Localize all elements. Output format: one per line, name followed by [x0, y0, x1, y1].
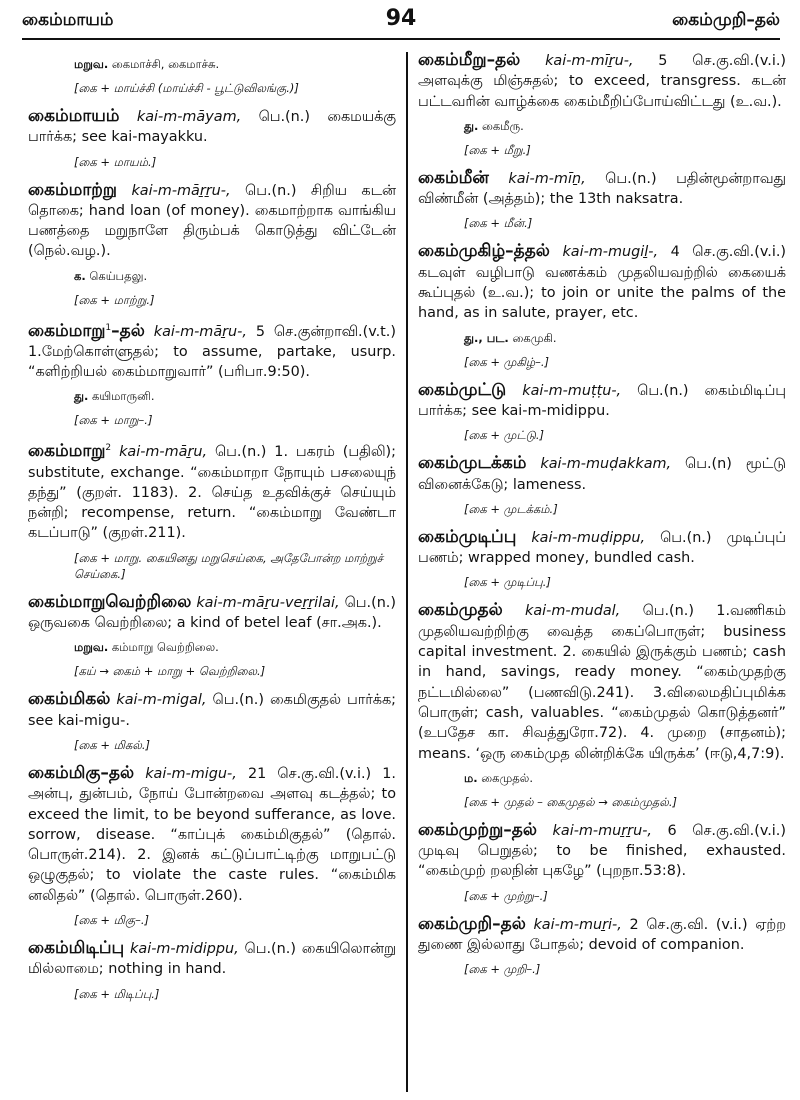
definition: பெ.(n.) கையிலொன்று மில்லாமை; nothing in hand. [28, 941, 397, 978]
definition: பெ.(n.) பதின்மூன்றாவது விண்மீன் (அத்தம்); the 13th naksatra. [418, 170, 786, 208]
transliteration: kai-m-muṟi-, [533, 916, 622, 933]
etymology-note: [கை + மாற்று.] [74, 292, 155, 307]
cognate-note [74, 639, 396, 655]
etymology-note: [கய் → கைம் + மாறு + வெற்றிலை.] [74, 664, 266, 679]
definition: 21 செ.கு.வி.(v.i.) 1. அன்பு, துன்பம், நோய் போன்றவை அளவு கடத்தல்; to exceed the limit, to be beyond sufferance, as love. sorrow, disease. “காப்புக் கைம்மிகுதல்” (தொல். பொருள்.214). 2. இனக் கட்டுப்பாட்டிற்கு மாறுபட்டு ஒழுகுதல்; to violate the caste rules. “கைம்மிக னலிதல்” (தொல். பொருள்.260). [28, 765, 397, 904]
etymology-note: [கை + முறி–.] [464, 962, 541, 977]
definition: பெ.(n.) 1.வணிகம் முதலியவற்றிற்கு வைத்த கைப்பொருள்; business capital investment. 2. கையில் இருக்கும் பணம்; cash in hand, savings, ready money. “கைம்முதற்கு நட்டமில்லை” (பணவிடு.241). 3.விலைமதிப்புமிக்க பொருள்; cash, valuables. “கைம்முதல் கொடுத்தனர்” (உபதேச கா. சிவத்துரோ.72). 4. முறை (சாதனம்); means. ‘ஒரு கைம்முத லின்றிக்கே யிருக்க’ (ஈடு,4,7:9). [418, 603, 786, 762]
transliteration: kai-m-muḍakkam, [540, 456, 672, 473]
definition: பெ.(n.) ஒருவகை வெற்றிலை; a kind of betel leaf (சா.அக.). [28, 594, 397, 632]
headword: கைம்மாறு [28, 320, 106, 341]
headword: கைம்முற்று–தல் [418, 819, 537, 840]
dictionary-entry [28, 763, 396, 906]
etymology-note: [கை + முட்டு.] [464, 428, 545, 443]
headword: கைம்மிகு–தல் [28, 762, 135, 783]
dictionary-entry [418, 527, 786, 569]
transliteration: kai-m-muṟṟu-, [552, 822, 652, 839]
transliteration: kai-m-mīṉ, [508, 170, 586, 187]
dictionary-entry [418, 820, 786, 882]
dictionary-entry [28, 318, 396, 383]
cognate-label: து. [74, 389, 89, 404]
etymology-note: [கை + முகிழ்–.] [464, 354, 550, 369]
dictionary-entry [418, 600, 786, 763]
dictionary-entry [418, 168, 786, 210]
definition: பெ.(n.) சிறிய கடன் தொகை; hand loan (of money). கைமாற்றாக வாங்கிய பணத்தை மறுநாளே திரும்பக் கொடுத்து விட்டேன் (நெல்.வழ.). [28, 182, 396, 260]
cognate-text: கைமுதல். [481, 770, 533, 785]
dictionary-entry [28, 180, 396, 262]
transliteration: kai-m-migu-, [145, 765, 237, 782]
definition: 5 செ.கு.வி.(v.i.) அளவுக்கு மிஞ்சுதல்; to exceed, transgress. கடன் பட்டவரின் வாழ்க்கை கைம்மீறிப்போய்விட்டது (உ.வ.). [418, 53, 787, 110]
dictionary-entry [418, 50, 786, 112]
transliteration: kai-m-migal, [116, 692, 207, 709]
headword: கைம்முகிழ்–த்தல் [418, 241, 550, 262]
definition: 2 செ.கு.வி. (v.i.) ஏற்ற துணை இல்லாது போதல்; devoid of companion. [418, 916, 786, 954]
cognate-note [74, 388, 396, 404]
cognate-note [464, 330, 786, 346]
headword: கைம்முடக்கம் [418, 453, 527, 474]
dictionary-entry [28, 689, 396, 731]
etymology-note: [கை + மாறு–.] [74, 413, 153, 428]
header-right-guide-word: கைம்முறி–தல் [672, 10, 780, 30]
headword-superscript: 1 [105, 322, 112, 333]
cognate-text: கயிமாருனி. [92, 389, 155, 404]
etymology-note: [கை + மிகல்.] [74, 737, 151, 752]
cognate-text: கெய்பதலு. [89, 268, 148, 283]
etymology-note: [கை + முற்று–.] [464, 888, 548, 903]
transliteration: kai-m-māṟṟu-, [131, 182, 231, 199]
headword-superscript: 2 [105, 443, 112, 454]
cognate-label: மறுவ. [74, 640, 109, 655]
dictionary-entry [418, 453, 786, 495]
dictionary-entry [418, 241, 786, 323]
transliteration: kai-m-māṟu, [119, 444, 208, 461]
dictionary-entry [28, 938, 396, 980]
cognate-note [74, 56, 396, 72]
left-column [28, 50, 396, 1012]
transliteration: kai-m-māyam, [136, 109, 242, 125]
etymology-note: [கை + மீன்.] [464, 216, 533, 231]
etymology-note: [கை + முடிப்பு.] [464, 575, 551, 590]
header-rule [22, 38, 780, 40]
headword: கைம்முடிப்பு [418, 526, 517, 547]
definition: பெ.(n) மூட்டு வினைக்கேடு; lameness. [418, 456, 786, 493]
cognate-label: து., பட. [464, 330, 509, 345]
right-column [418, 50, 786, 987]
headword: கைம்மிடிப்பு [28, 938, 125, 959]
transliteration: kai-m-muḍippu, [531, 529, 646, 546]
headword: கைம்முட்டு [418, 379, 507, 400]
etymology-note: [கை + மாயம்.] [74, 154, 157, 169]
cognate-note [464, 118, 786, 134]
header-left-guide-word: கைம்மாயம் [22, 10, 114, 30]
dictionary-entry [28, 106, 396, 148]
dictionary-entry [28, 438, 396, 543]
transliteration: kai-m-mīṟu-, [545, 53, 634, 69]
cognate-label: து. [464, 118, 479, 133]
etymology-note: [கை + முதல் – கைமுதல் → கைம்முதல்.] [464, 794, 677, 809]
cognate-label: ம. [464, 770, 478, 785]
dictionary-entry [418, 914, 786, 956]
etymology-note: [கை + முடக்கம்.] [464, 501, 558, 516]
page-number: 94 [385, 6, 417, 31]
etymology-note: [கை + மிடிப்பு.] [74, 986, 160, 1001]
headword: கைம்மாறு [28, 441, 106, 462]
etymology-note: [கை + மாறு. கையினது மறுசெய்கை, அதேபோன்ற மாற்றுச் செய்கை.] [74, 550, 384, 581]
definition: பெ.(n.) முடிப்புப் பணம்; wrapped money, bundled cash. [418, 529, 787, 567]
column-divider [406, 52, 408, 1092]
cognate-text: கம்மாறு வெற்றிலை. [111, 640, 219, 655]
transliteration: kai-m-māṟu-, [153, 323, 247, 340]
page-header [22, 4, 780, 38]
cognate-text: கைமீரு. [482, 118, 524, 133]
transliteration: kai-m-māṟu-veṟṟilai, [196, 594, 340, 611]
headword: கைம்முதல் [418, 600, 503, 621]
cognate-note [74, 268, 396, 284]
definition: 4 செ.கு.வி.(v.i.) கடவுள் வழிபாடு வணக்கம் முதலியவற்றில் கையைக் கூப்புதல் (உ.வ.); to join or unite the palms of the hand, as in salute, prayer, etc. [418, 244, 787, 322]
headword: கைம்மாற்று [28, 179, 117, 200]
headword: கைம்மீன் [418, 167, 489, 188]
cognate-label: க. [74, 268, 86, 283]
transliteration: kai-m-muṭṭu-, [522, 382, 622, 399]
etymology-note: [கை + மீறு.] [464, 142, 531, 157]
dictionary-entry [418, 380, 786, 422]
headword: கைம்மாயம் [28, 106, 120, 126]
definition: பெ.(n.) 1. பகரம் (பதிலி); substitute, exchange. “கைம்மாறா நோயும் பசலையுந் தந்து” (குறள். 1183). 2. செய்த உதவிக்குச் செய்யும் நன்றி; recompense, return. “கைம்மாறு வேண்டா கடப்பாடு” (குறள்.211). [28, 444, 396, 542]
headword: கைம்மீறு–தல் [418, 50, 521, 70]
definition: பெ.(n.) கைமிகுதல் பார்க்க; see kai-migu-. [28, 692, 397, 729]
headword-suffix: –தல் [111, 320, 145, 341]
definition: 5 செ.குன்றாவி.(v.t.) 1.மேற்கொள்ளுதல்; to assume, partake, usurp. “களிற்றியல் கைம்மாறுவார்” (பரிபா.9:50). [28, 323, 396, 381]
cognate-text: கைமாச்சி, கைமாச்சு. [111, 57, 220, 71]
dictionary-entry [28, 592, 396, 634]
cognate-text: கைமுகி. [512, 330, 557, 345]
etymology-note: [கை + மிகு–.] [74, 913, 150, 928]
transliteration: kai-m-mudal, [525, 603, 621, 620]
cognate-label: மறுவ. [74, 57, 109, 71]
transliteration: kai-m-mugiḻ-, [562, 244, 659, 261]
headword: கைம்மிகல் [28, 689, 111, 710]
headword: கைம்மாறுவெற்றிலை [28, 591, 192, 612]
transliteration: kai-m-midippu, [130, 941, 239, 958]
cognate-note [464, 770, 786, 786]
etymology-note: [கை + மாய்ச்சி (மாய்ச்சி - பூட்டுவிலங்கு.)] [74, 81, 299, 95]
definition: 6 செ.கு.வி.(v.i.) முடிவு பெறுதல்; to be finished, exhausted. “கைம்முற் றலநின் புகழே” (புறநா.53:8). [418, 822, 786, 880]
definition: பெ.(n.) கைமயக்கு பார்க்க; see kai-mayakku. [28, 109, 397, 146]
headword: கைம்முறி–தல் [418, 913, 526, 934]
definition: பெ.(n.) கைம்மிடிப்பு பார்க்க; see kai-m-midippu. [418, 382, 786, 419]
